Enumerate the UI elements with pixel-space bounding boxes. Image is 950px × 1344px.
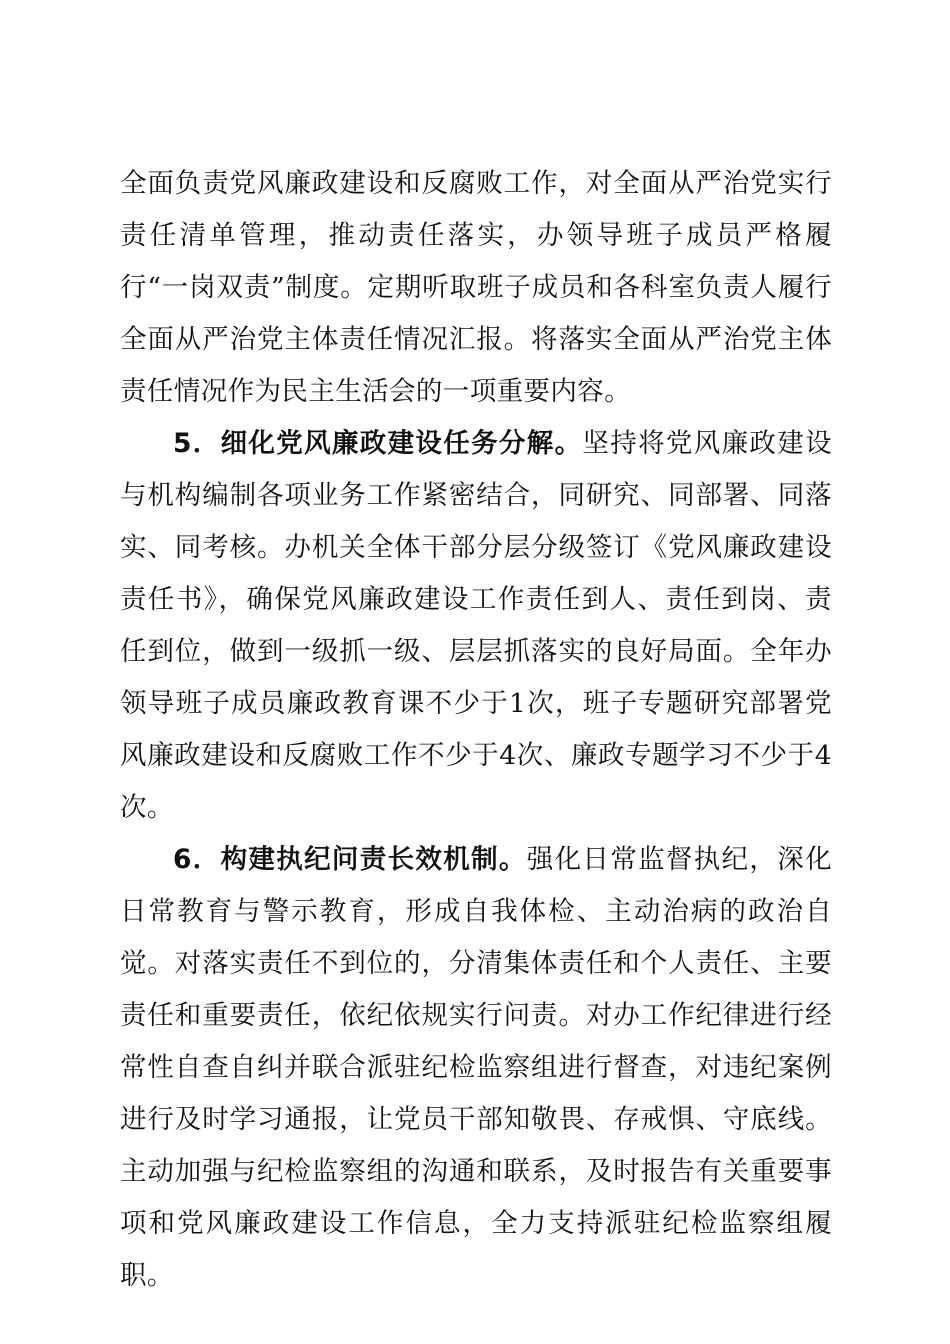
section-heading: 6．构建执纪问责长效机制。	[173, 844, 527, 875]
paragraph-text: 坚持将党风廉政建设与机构编制各项业务工作紧密结合，同研究、同部署、同落实、同考核。办机关全体干部分层分级签订《党风廉政建设责任书》，确保党风廉政建设工作责任到人、责任到岗、责任到位，做到一级抓一级、层层抓落实的良好局面。全年办领导班子成员廉政教育课不少于1次，班子专题研究部署党风廉政建设和反腐败工作不少于4次、廉政专题学习不少于4次。	[120, 428, 832, 823]
document-body	[120, 158, 832, 1302]
section-heading: 5．细化党风廉政建设任务分解。	[173, 428, 583, 459]
paragraph-continuation	[120, 158, 832, 418]
paragraph-section-5	[120, 418, 832, 834]
paragraph-text: 强化日常监督执纪，深化日常教育与警示教育，形成自我体检、主动治病的政治自觉。对落实责任不到位的，分清集体责任和个人责任、主要责任和重要责任，依纪依规实行问责。对办工作纪律进行经常性自查自纠并联合派驻纪检监察组进行督查，对违纪案例进行及时学习通报，让党员干部知敬畏、存戒惧、守底线。主动加强与纪检监察组的沟通和联系，及时报告有关重要事项和党风廉政建设工作信息，全力支持派驻纪检监察组履职。	[120, 844, 832, 1291]
paragraph-section-6	[120, 834, 832, 1302]
paragraph-text: 全面负责党风廉政建设和反腐败工作，对全面从严治党实行责任清单管理，推动责任落实，办领导班子成员严格履行“一岗双责”制度。定期听取班子成员和各科室负责人履行全面从严治党主体责任情况汇报。将落实全面从严治党主体责任情况作为民主生活会的一项重要内容。	[120, 168, 832, 407]
